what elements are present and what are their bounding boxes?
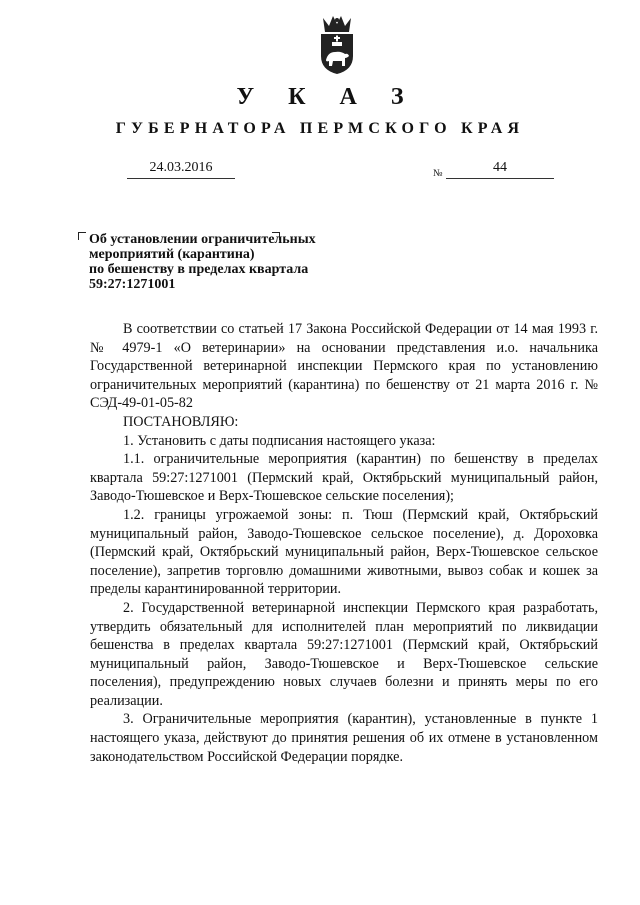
decree-number: 44 bbox=[446, 160, 554, 179]
preamble-paragraph: В соответствии со статьей 17 Закона Российской Федерации от 14 мая 1993 г. № 4979-1 «О ветеринарии» на основании представления и.о. начальника Государственной ветеринарной инспекции Пермского края по установлению ограничительных мероприятий (карантина) по бешенству от 21 марта 2016 г. № СЭД-49-01-05-82 bbox=[90, 321, 598, 412]
issuer-title: ГУБЕРНАТОРА ПЕРМСКОГО КРАЯ bbox=[115, 120, 525, 137]
document-type-title: У К А З bbox=[236, 84, 418, 110]
clause-2: 2. Государственной ветеринарной инспекции Пермского края разработать, утвердить обязательный для исполнителей план мероприятий по ликвидации бешенства в пределах квартала 59:27:1271001 (Пермский край, Октябрьский муниципальный район, Заводо-Тюшевское и Верх-Тюшевское сельские поселения), предупреждению новых случаев болезни и принять меры по его реализации. bbox=[90, 599, 598, 709]
decree-body bbox=[90, 320, 598, 766]
heading-line: мероприятий (карантина) bbox=[89, 247, 255, 262]
perm-coat-of-arms-icon bbox=[315, 14, 359, 76]
clause-1-2: 1.2. границы угрожаемой зоны: п. Тюш (Пермский край, Октябрьский муниципальный район, Заводо-Тюшевское сельское поселение), д. Дороховка (Пермский край, Октябрьский муниципальный район, Верх-Тюшевское сельское поселение), запретив торговлю домашними животными, вывоз собак и кошек за пределы карантинированной территории. bbox=[90, 506, 598, 598]
clause-1: 1. Установить с даты подписания настоящего указа: bbox=[123, 432, 436, 449]
heading-line: по бешенству в пределах квартала bbox=[89, 262, 309, 277]
heading-bracket-left bbox=[78, 232, 86, 240]
decree-keyword: ПОСТАНОВЛЯЮ: bbox=[123, 413, 239, 430]
number-label: № bbox=[433, 168, 443, 179]
heading-line: Об установлении ограничительных bbox=[89, 232, 316, 247]
decree-heading bbox=[89, 232, 349, 292]
decree-date: 24.03.2016 bbox=[127, 160, 235, 179]
clause-3: 3. Ограничительные мероприятия (карантин), установленные в пункте 1 настоящего указа, действуют до принятия решения об их отмене в установленном законодательством Российской Федерации порядке. bbox=[90, 711, 598, 765]
clause-1-1: 1.1. ограничительные мероприятия (карантин) по бешенству в пределах квартала 59:27:1271001 (Пермский край, Октябрьский муниципальный район, Заводо-Тюшевское и Верх-Тюшевское сельские поселения); bbox=[90, 451, 598, 505]
heading-line: 59:27:1271001 bbox=[89, 277, 176, 292]
